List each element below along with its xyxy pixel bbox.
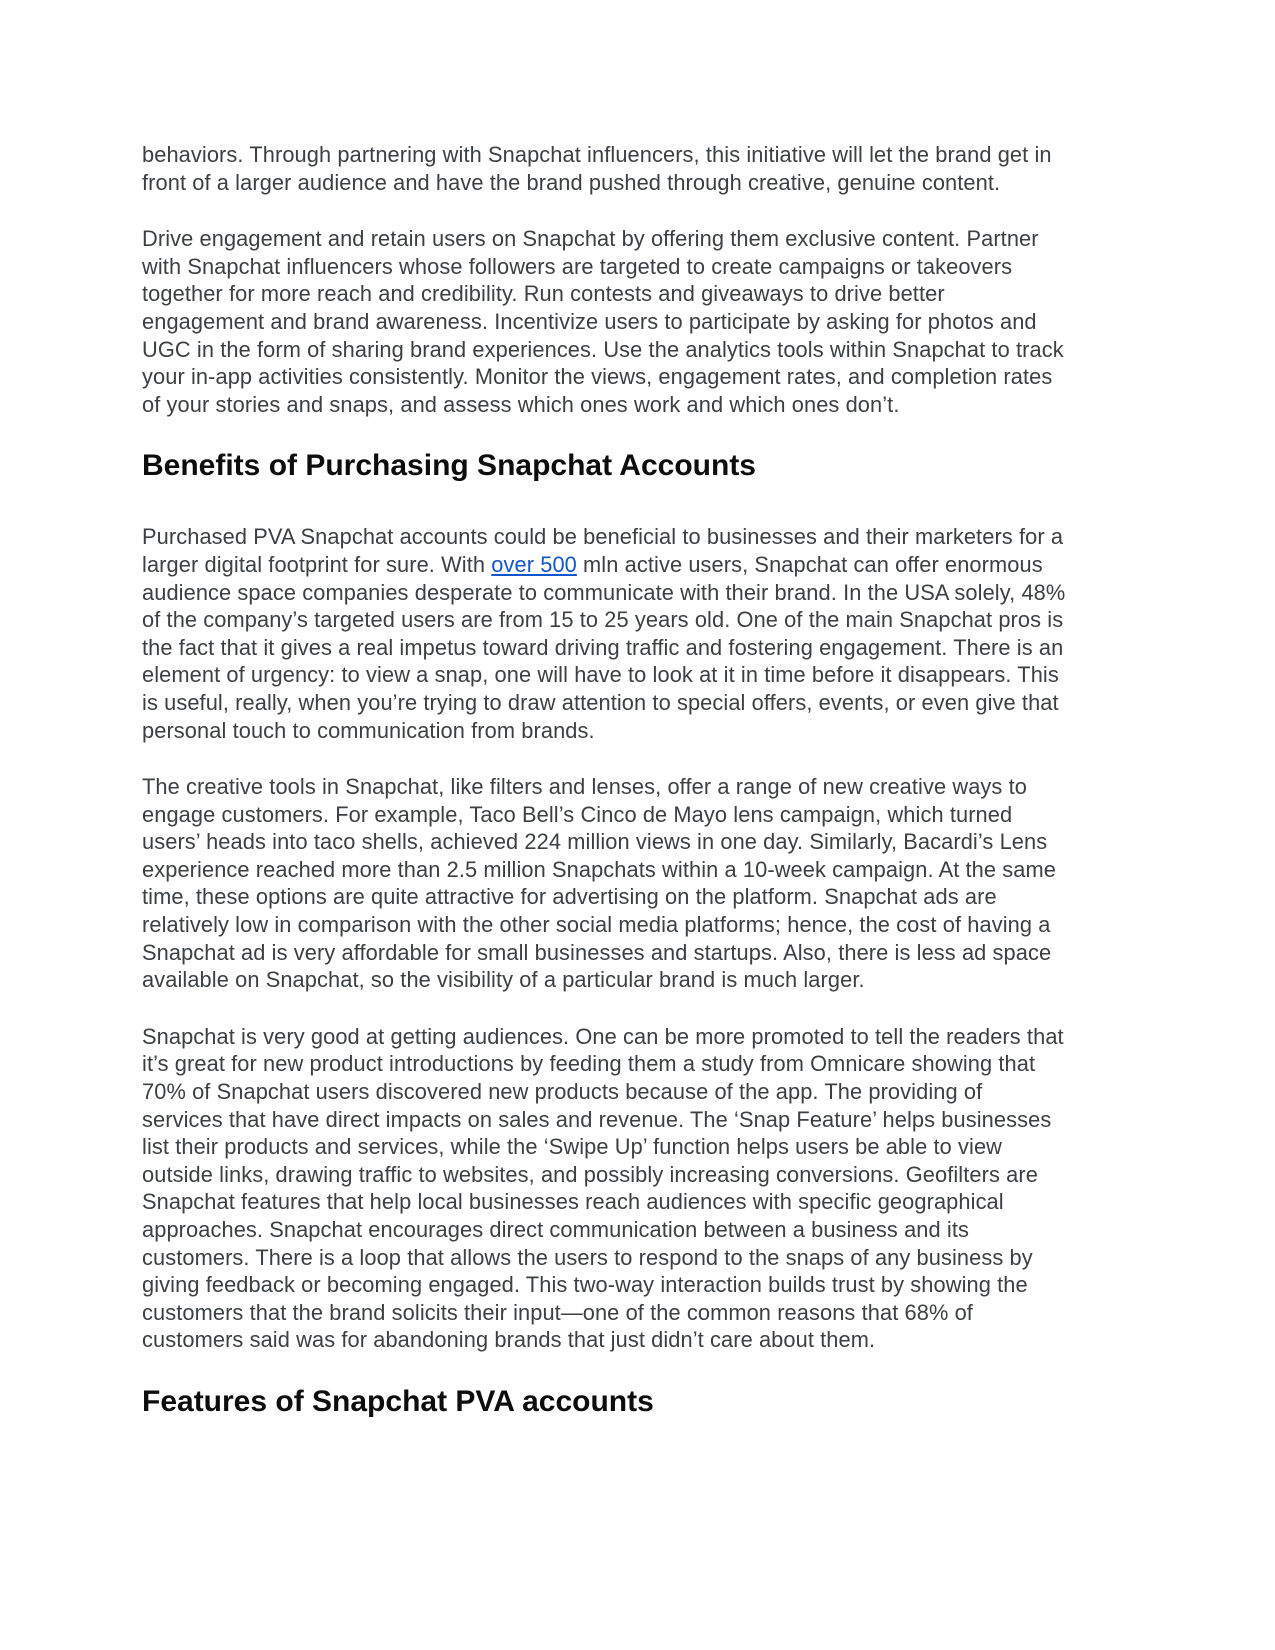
paragraph-engagement-tips: Drive engagement and retain users on Snapchat by offering them exclusive content. Partner with Snapchat influencers whose followers are targeted to create campaigns or takeovers together for more reach and credibility. Run contests and giveaways to drive better engagement and brand awareness. Incentivize users to participate by asking for photos and UGC in the form of sharing brand experiences. Use the analytics tools within Snapchat to track your in-app activities consistently. Monitor the views, engagement rates, and completion rates of your stories and snaps, and assess which ones work and which ones don’t. (142, 226, 1064, 417)
benefits-text-before-link: Purchased PVA Snapchat accounts could be beneficial to businesses and their marketers for a larger digital footprint for sure. With (142, 524, 1064, 577)
benefits-text-after-link: mln active users, Snapchat can offer enormous audience space companies desperate to communicate with their brand. In the USA solely, 48% of the company’s targeted users are from 15 to 25 years old. One of the main Snapchat pros is the fact that it gives a real impetus toward driving traffic and fostering engagement. There is an element of urgency: to view a snap, one will have to look at it in time before it disappears. This is useful, really, when you’re trying to draw attention to special offers, events, or even give that personal touch to communication from brands. (142, 551, 1066, 743)
heading-features-of-pva-accounts: Features of Snapchat PVA accounts (142, 1384, 654, 1418)
paragraph-benefits-overview (142, 523, 1066, 744)
paragraph-audience-reach: Snapchat is very good at getting audiences. One can be more promoted to tell the readers that it’s great for new product introductions by feeding them a study from Omnicare showing that 70% of Snapchat users discovered new products because of the app. The providing of services that have direct impacts on sales and revenue. The ‘Snap Feature’ helps businesses list their products and services, while the ‘Swipe Up’ function helps users be able to view outside links, drawing traffic to websites, and possibly increasing conversions. Geofilters are Snapchat features that help local businesses reach audiences with specific geographical approaches. Snapchat encourages direct communication between a business and its customers. There is a loop that allows the users to respond to the snaps of any business by giving feedback or becoming engaged. This two-way interaction builds trust by showing the customers that the brand solicits their input—one of the common reasons that 68% of customers said was for abandoning brands that just didn’t care about them. (142, 1023, 1064, 1353)
paragraph-creative-tools: The creative tools in Snapchat, like filters and lenses, offer a range of new creative ways to engage customers. For example, Taco Bell’s Cinco de Mayo lens campaign, which turned users’ heads into taco shells, achieved 224 million views in one day. Similarly, Bacardi’s Lens experience reached more than 2.5 million Snapchats within a 10-week campaign. At the same time, these options are quite attractive for advertising on the platform. Snapchat ads are relatively low in comparison with the other social media platforms; hence, the cost of having a Snapchat ad is very affordable for small businesses and startups. Also, there is less ad space available on Snapchat, so the visibility of a particular brand is much larger. (142, 774, 1056, 993)
heading-benefits-of-purchasing: Benefits of Purchasing Snapchat Accounts (142, 449, 756, 483)
paragraph-influencer-intro: behaviors. Through partnering with Snapchat influencers, this initiative will let the brand get in front of a larger audience and have the brand pushed through creative, genuine content. (142, 142, 1052, 195)
over-500-link[interactable]: over 500 (491, 551, 577, 577)
